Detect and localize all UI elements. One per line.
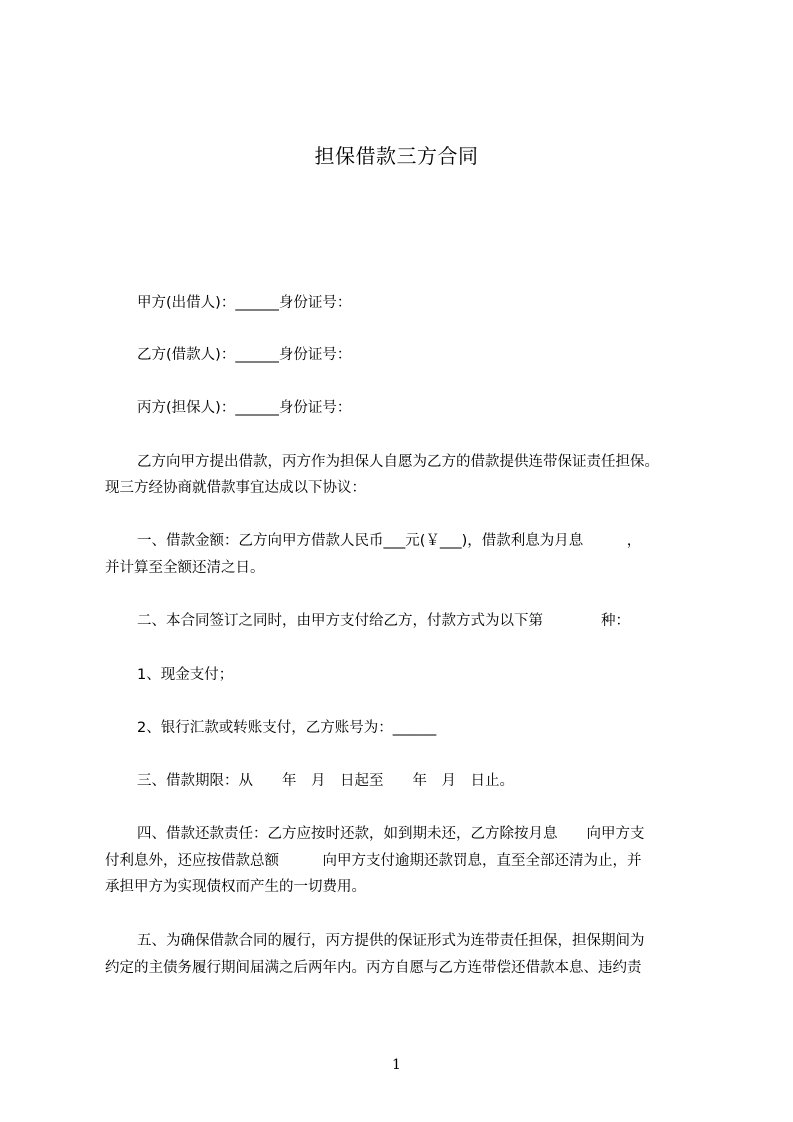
party-a-line: 甲方(出借人)：______身份证号： [137,295,352,311]
clause-2-line: 二、本合同签订之同时，由甲方支付给乙方，付款方式为以下第 种： [137,613,630,629]
intro-line-1: 乙方向甲方提出借款，丙方作为担保人自愿为乙方的借款提供连带保证责任担保。 [137,454,659,470]
intro-line-2: 现三方经协商就借款事宜达成以下协议： [105,480,366,496]
clause-3-line: 三、借款期限：从 年 月 日起至 年 月 日止。 [137,773,514,789]
payment-option-2: 2、银行汇款或转账支付，乙方账号为：______ [137,720,437,736]
clause-1-line-1: 一、借款金额：乙方向甲方借款人民币___元(￥___)，借款利息为月息 ， [137,533,642,549]
clause-4-line-2: 付利息外，还应按借款总额 向甲方支付逾期还款罚息，直至全部还清为止，并 [105,853,642,869]
clause-4-line-1: 四、借款还款责任：乙方应按时还款，如到期未还，乙方除按月息 向甲方支 [137,826,645,842]
page-number: 1 [392,1057,401,1073]
clause-1-line-2: 并计算至全额还清之日。 [105,560,265,576]
party-c-line: 丙方(担保人)：______身份证号： [137,400,352,416]
clause-4-line-3: 承担甲方为实现债权而产生的一切费用。 [105,879,366,895]
clause-5-line-1: 五、为确保借款合同的履行，丙方提供的保证形式为连带责任担保，担保期间为 [137,933,645,949]
clause-5-line-2: 约定的主债务履行期间届满之后两年内。丙方自愿与乙方连带偿还借款本息、违约责 [105,960,642,976]
payment-option-1: 1、现金支付； [137,667,234,683]
party-b-line: 乙方(借款人)：______身份证号： [137,347,352,363]
document-title: 担保借款三方合同 [314,144,479,168]
